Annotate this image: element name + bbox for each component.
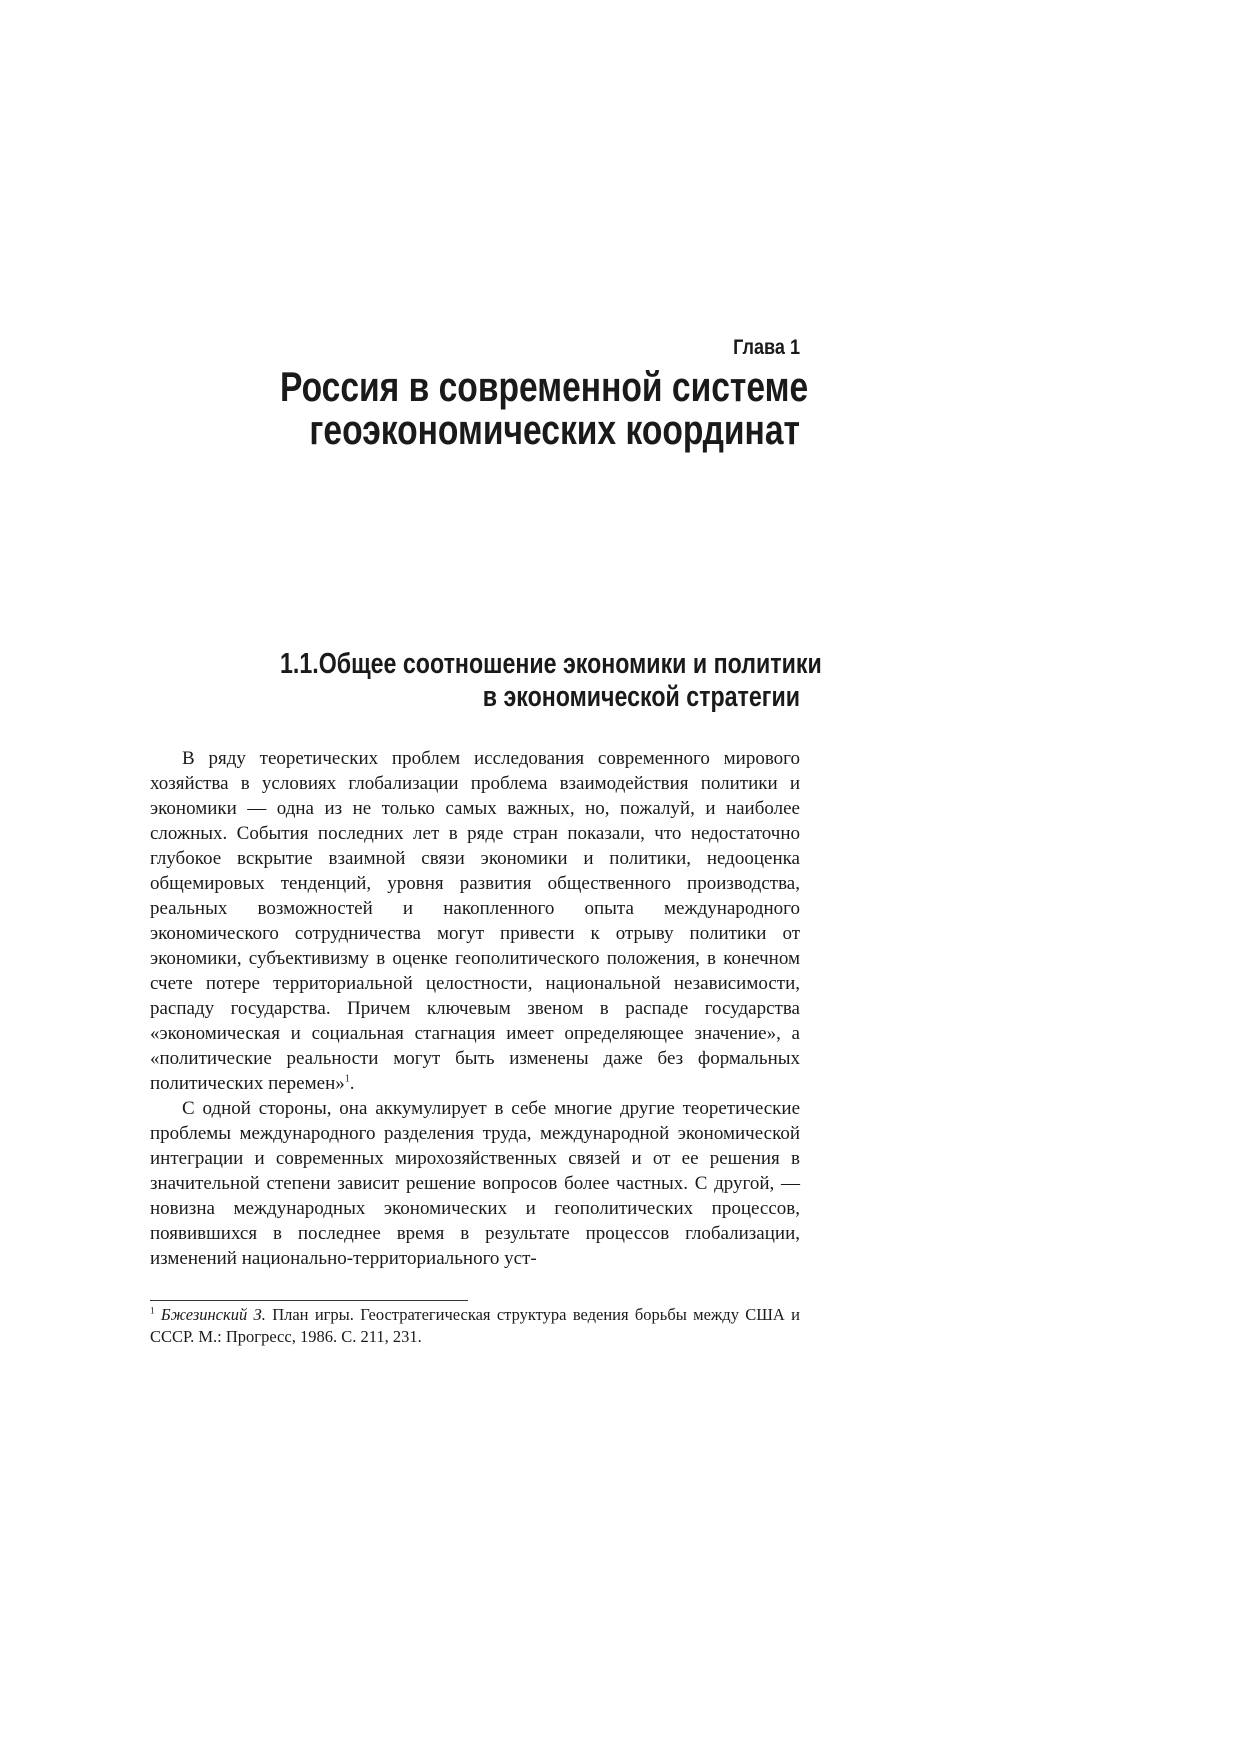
paragraph-1-text: В ряду теоретических проблем исследования современного мирового хозяйства в условиях глобализации проблема взаимодействия политики и экономики — одна из не только самых важных, но, пожалуй, и наиболее сложных. События последних лет в ряде стран показали, что недостаточно глубокое вскрытие взаимной связи экономики и политики, недооценка общемировых тенденций, уровня развития общественного производства, реальных возможностей и накопленного опыта международного экономического сотрудничества могут привести к отрыву политики от экономики, субъективизму в оценке геополитического положения, в конечном счете потере территориальной целостности, национальной независимости, распаду государства. Причем ключевым звеном в распаде государства «экономическая и социальная стагнация имеет определяющее значение», а «политические реальности могут быть изменены даже без формальных политических перемен» (150, 748, 800, 1094)
footnote-divider (150, 1300, 468, 1301)
chapter-heading (150, 335, 809, 453)
paragraph-1-end: . (349, 1073, 355, 1094)
chapter-title-line-2: геоэкономических координат (309, 406, 800, 453)
chapter-title-line-1: Россия в современной системе (280, 363, 809, 410)
footnote (150, 1304, 800, 1348)
section-heading (150, 648, 822, 714)
footnote-reference: 1 (344, 1073, 350, 1085)
footnote-text: План игры. Геостратегическая структура ведения борьбы между США и СССР. М.: Прогресс, 1986. С. 211, 231. (150, 1305, 801, 1346)
footnote-number: 1 (150, 1305, 155, 1316)
body-text (150, 746, 800, 1271)
footnote-author: Бжезинский З. (160, 1305, 266, 1324)
chapter-label: Глава 1 (733, 336, 800, 359)
paragraph-2: С одной стороны, она аккумулирует в себе многие другие теоретические проблемы международного разделения труда, международной экономической интеграции и современных мирохозяйственных связей и от ее решения в значительной степени зависит решение вопросов более частных. С другой, — новизна международных экономических и геополитических процессов, появившихся в последнее время в результате процессов глобализации, изменений национально-территориального уст- (150, 1098, 800, 1269)
section-title-line-1: 1.1.Общее соотношение экономики и политики (280, 648, 822, 680)
paragraph-1 (150, 746, 800, 1096)
section-title-line-2: в экономической стратегии (482, 681, 800, 713)
